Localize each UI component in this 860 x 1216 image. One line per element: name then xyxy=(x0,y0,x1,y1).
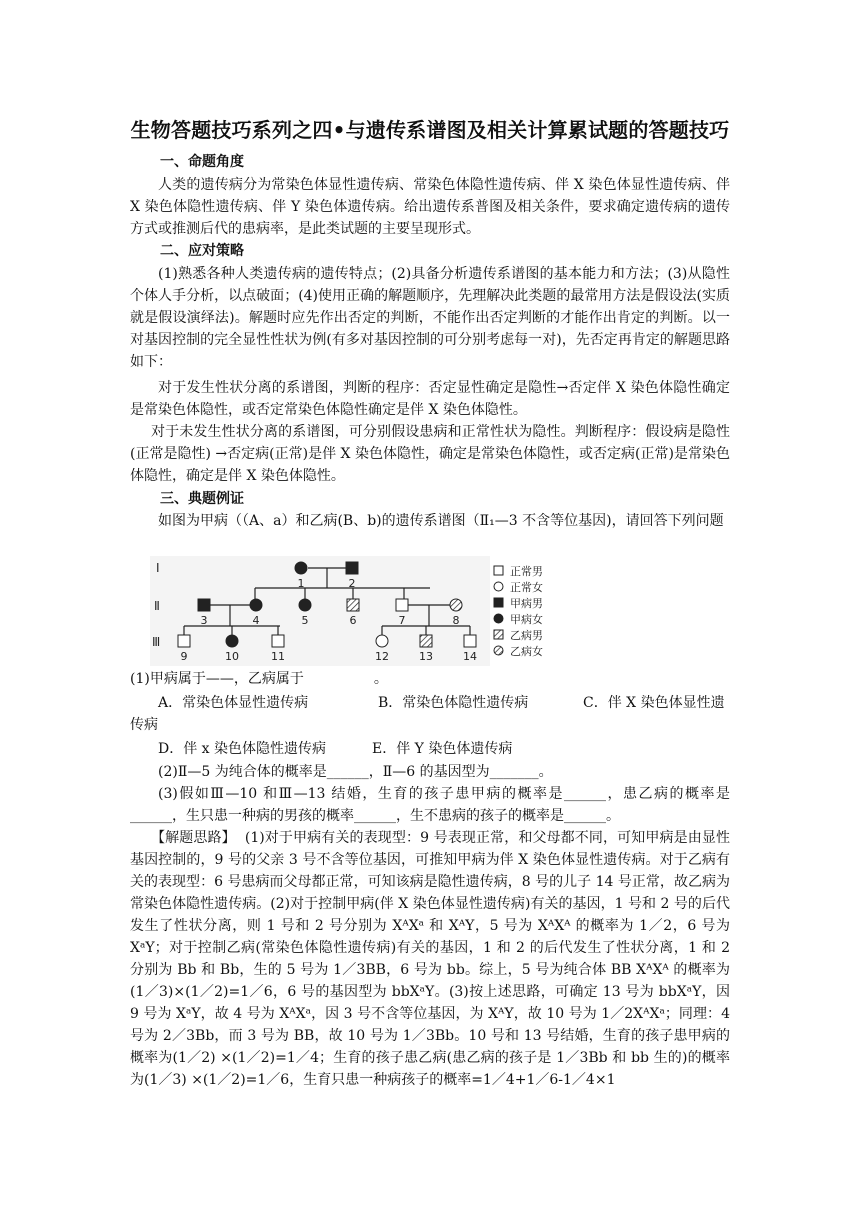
individual-9 xyxy=(178,635,190,647)
question-1: (1)甲病属于——，乙病属于 。 xyxy=(130,671,388,687)
option-a: A．常染色体显性遗传病 xyxy=(158,695,309,711)
generation-label-2: Ⅱ xyxy=(154,599,160,613)
pedigree-legend xyxy=(494,564,543,658)
label-3: 3 xyxy=(200,614,208,627)
individual-6 xyxy=(347,599,359,611)
legend-disease-a-male: 甲病男 xyxy=(510,597,543,610)
legend-symbol-disease-a-female xyxy=(494,614,503,623)
label-12: 12 xyxy=(375,650,389,663)
individual-11 xyxy=(272,635,284,647)
solution-label: 【解题思路】 xyxy=(151,830,236,846)
option-c-continued: 传病 xyxy=(130,717,158,733)
label-1: 1 xyxy=(297,577,305,590)
individual-10 xyxy=(226,635,238,647)
legend-normal-male: 正常男 xyxy=(510,565,543,578)
individual-1 xyxy=(295,562,307,574)
option-d: D．伴 x 染色体隐性遗传病 xyxy=(158,741,327,757)
legend-symbol-normal-male xyxy=(494,566,503,575)
section2-paragraph-2: 对于发生性状分离的系谱图，判断的程序：否定显性确定是隐性→否定伴 X 染色体隐性确定是常染色体隐性，或否定常染色体隐性确定是伴 X 染色体隐性。 xyxy=(130,380,730,418)
label-7: 7 xyxy=(398,614,406,627)
option-e: E．伴 Y 染色体遗传病 xyxy=(372,741,513,757)
question-2: (2)Ⅱ—5 为纯合体的概率是______，Ⅱ—6 的基因型为_______。 xyxy=(158,764,553,780)
question-3: (3)假如Ⅲ—10 和Ⅲ—13 结婚，生育的孩子患甲病的概率是______，患乙病的概率是______，生只患一种病的男孩的概率______，生不患病的孩子的概率是______。 xyxy=(130,786,730,824)
section2-heading: 二、应对策略 xyxy=(160,243,244,259)
page-title: 生物答题技巧系列之四•与遗传系谱图及相关计算累试题的答题技巧 xyxy=(130,118,730,142)
label-4: 4 xyxy=(252,614,260,627)
legend-symbol-disease-b-male xyxy=(494,630,503,639)
section3-heading: 三、典题例证 xyxy=(160,491,244,507)
option-c: C．伴 X 染色体显性遗 xyxy=(583,695,725,711)
section2-paragraph-1: (1)熟悉各种人类遗传病的遗传特点；(2)具备分析遗传系谱图的基本能力和方法；(3)从隐性个体人手分析，以点破面；(4)使用正确的解题顺序，先理解决此类题的最常用方法是假设法(实质就是假设演绎法)。解题时应先作出否定的判断，不能作出否定判断的才能作出肯定的判断。以一对基因控制的完全显性性状为例(有多对基因控制的可分别考虑每一对)，先否定再肯定的解题思路如下： xyxy=(130,266,730,370)
legend-symbol-normal-female xyxy=(494,582,503,591)
individual-5 xyxy=(299,599,311,611)
label-8: 8 xyxy=(452,614,460,627)
label-9: 9 xyxy=(180,650,188,663)
legend-disease-b-male: 乙病男 xyxy=(510,629,543,642)
label-6: 6 xyxy=(349,614,357,627)
individual-3 xyxy=(198,599,210,611)
section1-text: 人类的遗传病分为常染色体显性遗传病、常染色体隐性遗传病、伴 X 染色体显性遗传病、伴 X 染色体隐性遗传病、伴 Y 染色体遗传病。给出遗传系普图及相关条件，要求确定遗传病的遗传方式或推测后代的患病率，是此类试题的主要呈现形式。 xyxy=(130,177,730,237)
pedigree-chart xyxy=(150,556,570,666)
solution xyxy=(130,827,730,1091)
legend-symbol-disease-b-female xyxy=(494,646,503,655)
individual-4 xyxy=(250,599,262,611)
individual-13 xyxy=(420,635,432,647)
generation-label-3: Ⅲ xyxy=(152,635,161,649)
individual-12 xyxy=(376,635,388,647)
label-10: 10 xyxy=(225,650,239,663)
legend-disease-a-female: 甲病女 xyxy=(510,613,543,626)
legend-disease-b-female: 乙病女 xyxy=(510,645,543,658)
label-14: 14 xyxy=(463,650,477,663)
option-b: B．常染色体隐性遗传病 xyxy=(378,695,529,711)
solution-text: (1)对于甲病有关的表现型：9 号表现正常，和父母都不同，可知甲病是由显性基因控制的，9 号的父亲 3 号不含等位基因，可推知甲病为伴 X 染色体显性遗传病。对于乙病有关的表现型：6 号患病而父母都正常，可知该病是隐性遗传病，8 号的儿子 14 号正常，故乙病为常染色体隐性遗传病。(2)对于控制甲病(伴 X 染色体显性遗传病)有关的基因，1 号和 2 号的后代发生了性状分离，则 1 号和 2 号分别为 XᴬXᵃ 和 XᴬY，5 号为 XᴬXᴬ 的概率为 1／2，6 号为 XᵃY；对于控制乙病(常染色体隐性遗传病)有关的基因，1 和 2 的后代发生了性状分离，1 和 2 分别为 Bb 和 Bb，生的 5 号为 1／3BB，6 号为 bb。综上，5 号为纯合体 BB XᴬXᴬ 的概率为(1／3)×(1／2)=1／6，6 号的基因型为 bbXᵃY。(3)按上述思路，可确定 13 号为 bbXᵃY，因 9 号为 XᵃY，故 4 号为 XᴬXᵃ，因 3 号不含等位基因，为 XᴬY，故 10 号为 1／2XᴬXᵃ；同理：4 号为 2／3Bb，而 3 号为 BB，故 10 号为 1／3Bb。10 号和 13 号结婚，生育的孩子患甲病的概率为(1／2) ×(1／2)=1／4；生育的孩子患乙病(患乙病的孩子是 1／3Bb 和 bb 生的)的概率为(1／3) ×(1／2)=1／6，生育只患一种病孩子的概率=1／4+1／6-1／4×1 xyxy=(130,830,730,1088)
individual-2 xyxy=(346,562,358,574)
individual-7 xyxy=(396,599,408,611)
label-5: 5 xyxy=(301,614,309,627)
individual-14 xyxy=(464,635,476,647)
label-13: 13 xyxy=(419,650,433,663)
section2-paragraph-3: 对于未发生性状分离的系谱图，可分别假设患病和正常性状为隐性。判断程序：假设病是隐性(正常是隐性) →否定病(正常)是伴 X 染色体隐性，确定是常染色体隐性，或否定病(正常)是常染色体隐性，确定是伴 X 染色体隐性。 xyxy=(130,424,730,484)
legend-symbol-disease-a-male xyxy=(494,598,503,607)
label-2: 2 xyxy=(348,577,356,590)
individual-8 xyxy=(450,599,462,611)
legend-normal-female: 正常女 xyxy=(510,581,543,594)
generation-label-1: Ⅰ xyxy=(156,561,160,575)
example-intro: 如图为甲病（（A、a）和乙病(B、b)的遗传系谱图（Ⅱ₁—3 不含等位基因)，请回答下列问题 xyxy=(158,513,724,529)
section1-heading: 一、命题角度 xyxy=(160,154,244,170)
label-11: 11 xyxy=(271,650,285,663)
